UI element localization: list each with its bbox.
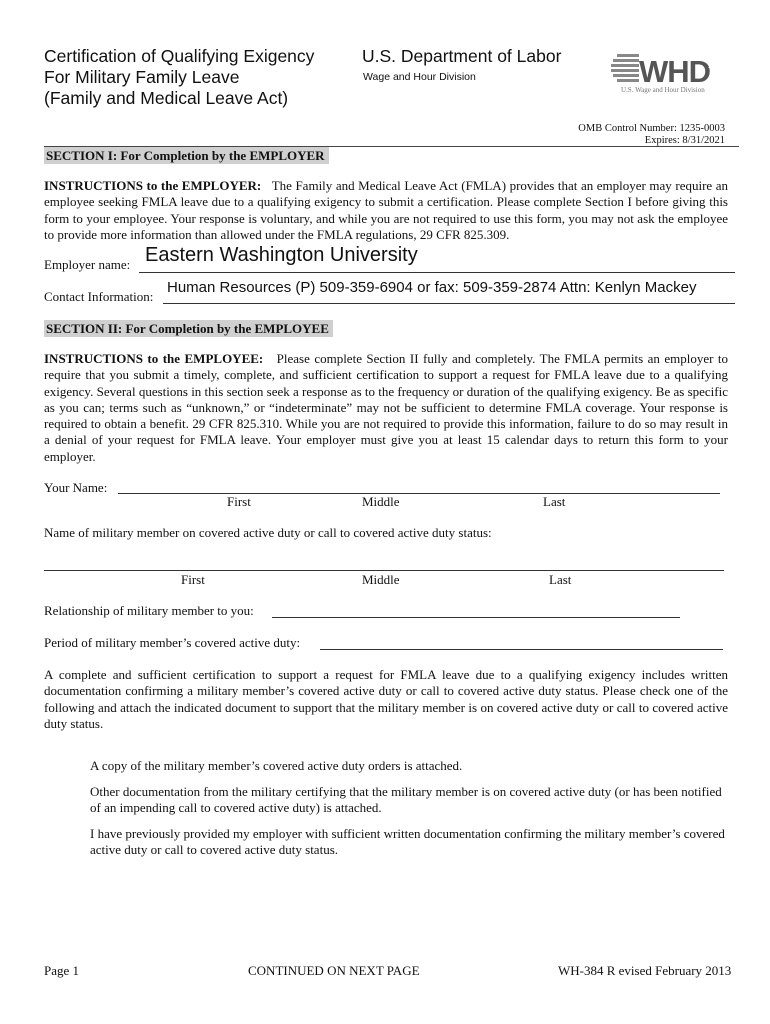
division-name: Wage and Hour Division (363, 71, 476, 83)
form-title-line-1: Certification of Qualifying Exigency (44, 46, 315, 66)
military-name-middle-caption: Middle (362, 572, 400, 587)
department-name: U.S. Department of Labor (362, 46, 562, 66)
option-duty-orders[interactable]: A copy of the military member’s covered active duty orders is attached. (90, 758, 463, 773)
employer-name-field[interactable]: Eastern Washington University (145, 244, 418, 266)
employer-name-line (139, 272, 735, 273)
military-name-first-caption: First (181, 572, 205, 587)
contact-info-label: Contact Information: (44, 289, 154, 304)
option-previously-provided[interactable]: I have previously provided my employer with sufficient written documentation confirming the military member’s covered active duty or call to covered active duty status. (90, 826, 725, 858)
form-title-line-2: For Military Family Leave (44, 67, 240, 87)
employer-name-label: Employer name: (44, 257, 131, 272)
section-1-heading: SECTION I: For Completion by the EMPLOYER (44, 147, 329, 164)
relationship-field[interactable] (272, 617, 680, 618)
omb-block (578, 123, 725, 147)
omb-expiration: Expires: 8/31/2021 (644, 135, 725, 146)
employer-instructions-lead: INSTRUCTIONS to the EMPLOYER: (44, 178, 262, 193)
your-name-first-caption: First (227, 494, 251, 509)
page-number: Page 1 (44, 963, 80, 978)
your-name-field[interactable] (118, 493, 720, 494)
military-name-last-caption: Last (549, 572, 572, 587)
form-id: WH-384 R evised February 2013 (558, 963, 732, 978)
whd-logo-caption: U.S. Wage and Hour Division (621, 86, 705, 94)
relationship-label: Relationship of military member to you: (44, 603, 254, 618)
your-name-label: Your Name: (44, 480, 108, 495)
certification-requirements: A complete and sufficient certification to support a request for FMLA leave due to a qualifying exigency includes written documentation confirming a military member’s covered active duty or call to covered active duty status. Please check one of the following and attach the indicated document to support that the military member is on covered active duty or call to covered active duty status. (44, 667, 728, 731)
form-title (44, 46, 314, 109)
period-field[interactable] (320, 649, 723, 650)
employer-instructions (44, 178, 728, 243)
employee-instructions-lead: INSTRUCTIONS to the EMPLOYEE: (44, 351, 264, 366)
employer-instructions-body: The Family and Medical Leave Act (FMLA) provides that an employer may require an employee seeking FMLA leave due to a qualifying exigency to submit a certification. Please complete Section I before giving this form to your employee. Your response is voluntary, and while you are not required to use this form, you may not ask the employee to provide more information than allowed under the FMLA regulations, 29 CFR 825.309. (44, 178, 729, 242)
form-title-line-3: (Family and Medical Leave Act) (44, 88, 289, 108)
contact-info-line (163, 303, 735, 304)
continued-notice: CONTINUED ON NEXT PAGE (248, 963, 420, 978)
omb-control-number: OMB Control Number: 1235-0003 (578, 123, 725, 134)
your-name-last-caption: Last (543, 494, 566, 509)
section-2-heading: SECTION II: For Completion by the EMPLOYEE (44, 320, 333, 337)
whd-logo-text: WHD (639, 54, 711, 89)
period-label: Period of military member’s covered active duty: (44, 635, 301, 650)
option-other-documentation[interactable]: Other documentation from the military certifying that the military member is on covered active duty (or has been notified of an impending call to covered active duty) is attached. (90, 784, 722, 816)
employee-instructions (44, 351, 728, 465)
your-name-middle-caption: Middle (362, 494, 400, 509)
contact-info-field[interactable]: Human Resources (P) 509-359-6904 or fax: 509-359-2874 Attn: Kenlyn Mackey (167, 279, 697, 296)
whd-logo (603, 46, 728, 98)
military-member-name-field[interactable] (44, 570, 724, 571)
employee-instructions-body: Please complete Section II fully and completely. The FMLA permits an employer to require that you submit a timely, complete, and sufficient certification to support a request for FMLA leave due to a qualifying exigency. Several questions in this section seek a response as to the frequency or duration of the qualifying exigency. Be as specific as you can; terms such as “unknown,” or “indeterminate” may not be sufficient to determine FMLA coverage. Your response is required to obtain a benefit. 29 CFR 825.310. While you are not required to provide this information, failure to do so may result in a denial of your request for FMLA leave. Your employer must give you at least 15 calendar days to return this form to your employer. (44, 351, 729, 464)
military-member-name-label: Name of military member on covered active duty or call to covered active duty status: (44, 525, 492, 540)
